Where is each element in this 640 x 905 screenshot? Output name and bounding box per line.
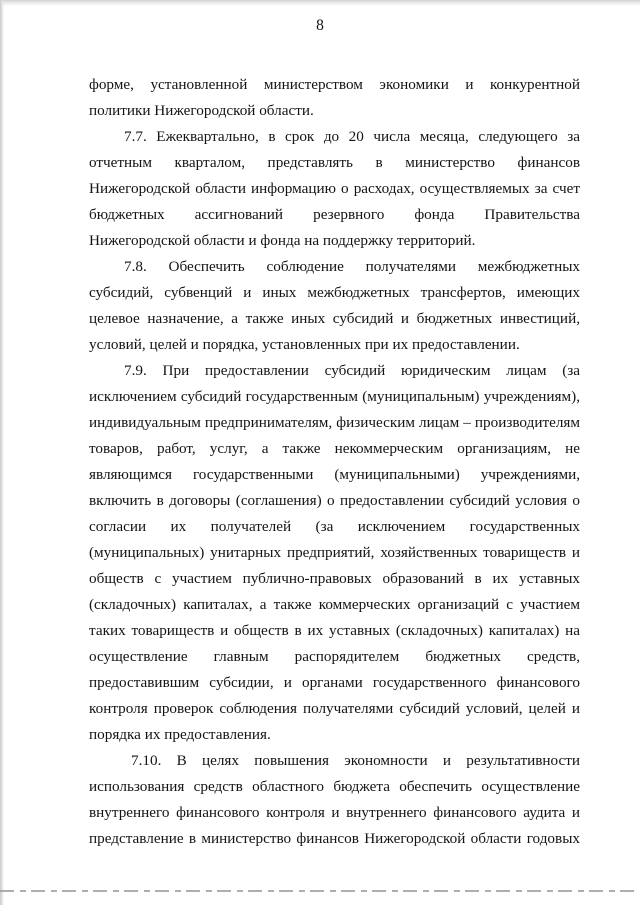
scan-edge-top — [0, 0, 640, 6]
text-line: использования средств областного бюджета обеспечить осуществление — [89, 778, 580, 795]
paragraph-7-8-first-line: 7.8. Обеспечить соблюдение получателями межбюджетных — [124, 258, 580, 275]
text-line: субсидий, субвенций и иных межбюджетных трансфертов, имеющих — [89, 284, 580, 301]
text-line: форме, установленной министерством экономики и конкурентной — [89, 76, 580, 93]
text-line: обществ с участием публично-правовых образований в их уставных — [89, 570, 580, 587]
text-line: (складочных) капиталах, а также коммерческих организаций с участием — [89, 596, 580, 613]
paragraph-7-9-first-line: 7.9. При предоставлении субсидий юридическим лицам (за — [124, 362, 580, 379]
text-line: бюджетных ассигнований резервного фонда Правительства — [89, 206, 580, 223]
text-line: товаров, работ, услуг, а также некоммерческим организациям, не — [89, 440, 580, 457]
text-line: согласии их получателей (за исключением государственных — [89, 518, 580, 535]
scan-edge-bottom — [0, 890, 640, 892]
text-line: Нижегородской области и фонда на поддержку территорий. — [89, 232, 476, 249]
text-line: отчетным кварталом, представлять в министерство финансов — [89, 154, 580, 171]
text-line: таких товариществ и обществ в их уставных (складочных) капиталах) на — [89, 622, 580, 639]
scan-edge-left — [0, 0, 4, 905]
text-line: включить в договоры (соглашения) о предоставлении субсидий условия о — [89, 492, 580, 509]
text-line: политики Нижегородской области. — [89, 102, 314, 119]
text-line: (муниципальных) унитарных предприятий, хозяйственных товариществ и — [89, 544, 580, 561]
text-line: внутреннего финансового контроля и внутреннего финансового аудита и — [89, 804, 580, 821]
paragraph-7-10-first-line: 7.10. В целях повышения экономности и результативности — [131, 752, 580, 769]
page-number: 8 — [316, 17, 324, 34]
text-line: Нижегородской области информацию о расходах, осуществляемых за счет — [89, 180, 580, 197]
text-line: индивидуальным предпринимателям, физическим лицам – производителям — [89, 414, 580, 431]
text-line: представление в министерство финансов Нижегородской области годовых — [89, 830, 580, 847]
text-line: предоставившим субсидии, и органами государственного финансового — [89, 674, 580, 691]
text-line: целевое назначение, а также иных субсидий и бюджетных инвестиций, — [89, 310, 580, 327]
paragraph-7-7-first-line: 7.7. Ежеквартально, в срок до 20 числа месяца, следующего за — [124, 128, 580, 145]
text-line: контроля проверок соблюдения получателями субсидий условий, целей и — [89, 700, 580, 717]
text-line: исключением субсидий государственным (муниципальным) учреждениям), — [89, 388, 580, 405]
text-line: являющимся государственными (муниципальными) учреждениями, — [89, 466, 580, 483]
text-line: осуществление главным распорядителем бюджетных средств, — [89, 648, 580, 665]
text-line: порядка их предоставления. — [89, 726, 271, 743]
text-line: условий, целей и порядка, установленных при их предоставлении. — [89, 336, 520, 353]
